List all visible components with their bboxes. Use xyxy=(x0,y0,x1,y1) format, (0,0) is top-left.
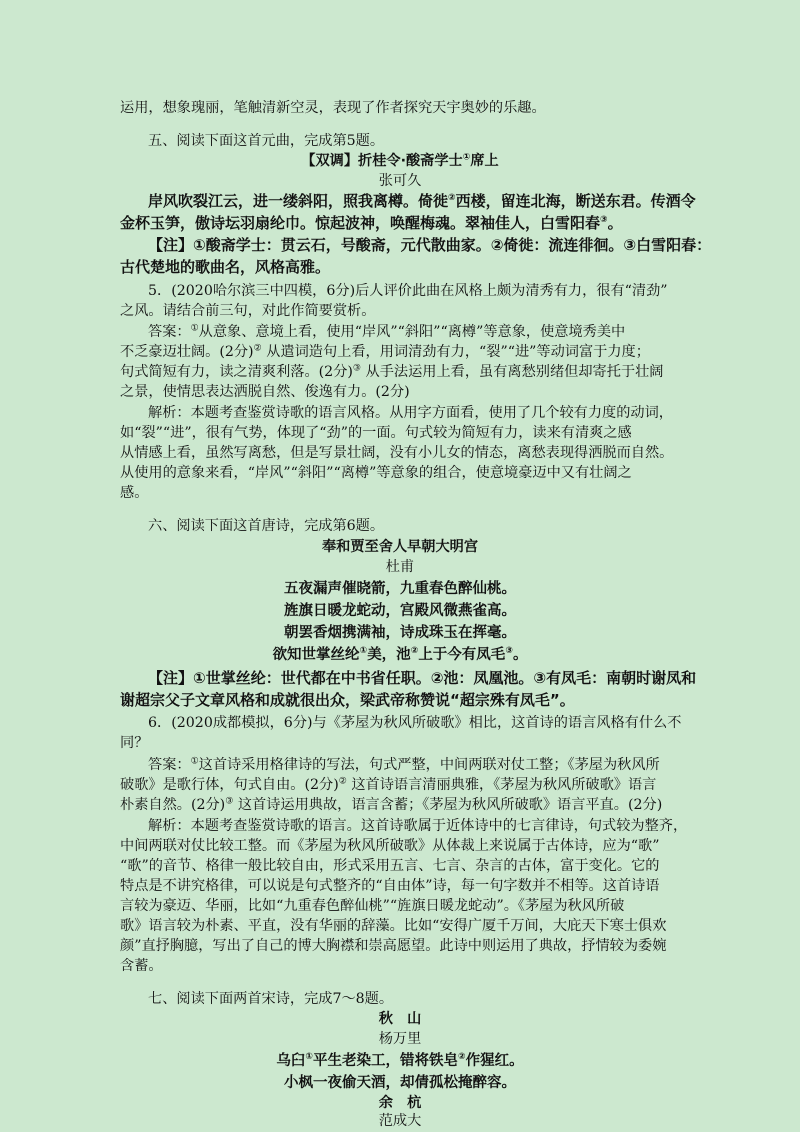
answer-text: 句式简短有力，读之清爽利落。(2分)③ 从手法运用上看，虽有离愁别绪但却寄托于壮阔 xyxy=(120,363,664,380)
analysis-text: 含蓄。 xyxy=(120,958,163,974)
poem-note: 【注】①世掌丝纶：世代都在中书省任职。②池：凤凰池。③有凤毛：南朝时谢凤和 xyxy=(148,669,697,687)
poem-title: 余 杭 xyxy=(378,1095,422,1111)
analysis-text: “歌”的音节、格律一般比较自由，形式采用五言、七言、杂言的古体，富于变化。它的 xyxy=(120,858,660,874)
analysis-text: 言较为豪迈、华丽，比如“九重春色醉仙桃”“旌旗日暖龙蛇动”。《茅屋为秋风所破 xyxy=(120,898,625,914)
analysis-text: 如“裂”“进”，很有气势，体现了“劲”的一面。句式较为简短有力，读来有清爽之感 xyxy=(120,425,632,441)
analysis-text: 从使用的意象来看，“岸风”“斜阳”“离樽”等意象的组合，使意境豪迈中又有壮阔之 xyxy=(120,465,632,481)
poem-note: 【注】①酸斋学士：贯云石，号酸斋，元代散曲家。②倚徙：流连徘徊。③白雪阳春： xyxy=(148,236,712,254)
analysis-text: 特点是不讲究格律，可以说是句式整齐的“自由体”诗，每一句字数并不相等。这首诗语 xyxy=(120,878,660,894)
analysis-text: 感。 xyxy=(120,485,149,501)
poem-title: 秋 山 xyxy=(378,1011,422,1027)
analysis-text: 歌》语言较为朴素、平直，没有华丽的辞藻。比如“安得广厦千万间，大庇天下寒士俱欢 xyxy=(120,918,667,934)
poem-line: 朝罢香烟携满袖，诗成珠玉在挥毫。 xyxy=(284,625,516,641)
question-6: 同？ xyxy=(120,735,149,751)
analysis-text: 中间两联对仗比较工整。而《茅屋为秋风所破歌》从体裁上来说属于古体诗，应为“歌” xyxy=(120,838,660,854)
answer-text: 之景，使情思表达洒脱自然、俊逸有力。(2分) xyxy=(120,384,410,400)
answer-text: 不乏豪迈壮阔。(2分)② 从遣词造句上看，用词清劲有力，“裂”“进”等动词富于力度； xyxy=(120,343,650,360)
answer-text: 破歌》是歌行体，句式自由。(2分)② 这首诗语言清丽典雅，《茅屋为秋风所破歌》语言 xyxy=(120,776,657,793)
poem-text: 金杯玉笋，傲诗坛羽扇纶巾。惊起波神，唤醒梅魂。翠袖佳人，白雪阳春③。 xyxy=(120,214,623,232)
analysis-text: 从情感上看，虽然写离愁，但是写景壮阔，没有小儿女的情态，离愁表现得洒脱而自然。 xyxy=(120,445,674,461)
section-heading: 七、阅读下面两首宋诗，完成7～8题。 xyxy=(148,991,394,1007)
answer-text: 答案：①从意象、意境上看，使用“岸风”“斜阳”“离樽”等意象，使意境秀美中 xyxy=(148,323,626,340)
poem-note: 谢超宗父子文章风格和成就很出众，梁武帝称赞说“超宗殊有凤毛”。 xyxy=(120,691,575,709)
paragraph-line: 运用，想象瑰丽，笔触清新空灵，表现了作者探究天宇奥妙的乐趣。 xyxy=(120,100,546,116)
answer-text: 答案：①这首诗采用格律诗的写法，句式严整，中间两联对仗工整；《茅屋为秋风所 xyxy=(148,756,660,773)
section-heading: 六、阅读下面这首唐诗，完成第6题。 xyxy=(148,518,385,534)
poem-text: 岸风吹裂江云，进一缕斜阳，照我离樽。倚徙②西楼，留连北海，断送东君。传酒令 xyxy=(148,192,696,210)
poem-author: 杨万里 xyxy=(378,1031,422,1047)
poem-title: 【双调】折桂令·酸斋学士①席上 xyxy=(301,152,499,169)
analysis-text: 解析：本题考查鉴赏诗歌的语言。这首诗歌属于近体诗中的七言律诗，句式较为整齐， xyxy=(148,818,688,834)
question-6: 6．(2020成都模拟，6分)与《茅屋为秋风所破歌》相比，这首诗的语言风格有什么不 xyxy=(148,715,682,731)
poem-line: 小枫一夜偷天酒，却倩孤松掩醉容。 xyxy=(284,1075,516,1091)
answer-text: 朴素自然。(2分)③ 这首诗运用典故，语言含蓄；《茅屋为秋风所破歌》语言平直。(2分) xyxy=(120,796,663,813)
poem-line: 旌旗日暖龙蛇动，宫殿风微燕雀高。 xyxy=(284,603,516,619)
poem-author: 杜甫 xyxy=(385,559,415,575)
question-5: 5．(2020哈尔滨三中四模，6分)后人评价此曲在风格上颇为清秀有力，很有“清劲” xyxy=(148,283,668,299)
poem-line: 乌臼①平生老染工，错将铁皂②作猩红。 xyxy=(276,1052,524,1069)
poem-author: 张可久 xyxy=(378,173,422,189)
poem-line: 五夜漏声催晓箭，九重春色醉仙桃。 xyxy=(284,581,516,597)
poem-note: 古代楚地的歌曲名，风格高雅。 xyxy=(120,258,331,276)
analysis-text: 解析：本题考查鉴赏诗歌的语言风格。从用字方面看，使用了几个较有力度的动词， xyxy=(148,405,673,421)
question-5: 之风。请结合前三句，对此作简要赏析。 xyxy=(120,303,376,319)
poem-author: 范成大 xyxy=(378,1113,422,1129)
poem-title: 奉和贾至舍人早朝大明宫 xyxy=(321,539,479,555)
section-heading: 五、阅读下面这首元曲，完成第5题。 xyxy=(148,133,385,149)
analysis-text: 颜”直抒胸臆，写出了自己的博大胸襟和崇高愿望。此诗中则运用了典故，抒情较为委婉 xyxy=(120,938,667,954)
poem-line: 欲知世掌丝纶①美，池②上于今有凤毛③。 xyxy=(272,646,528,663)
